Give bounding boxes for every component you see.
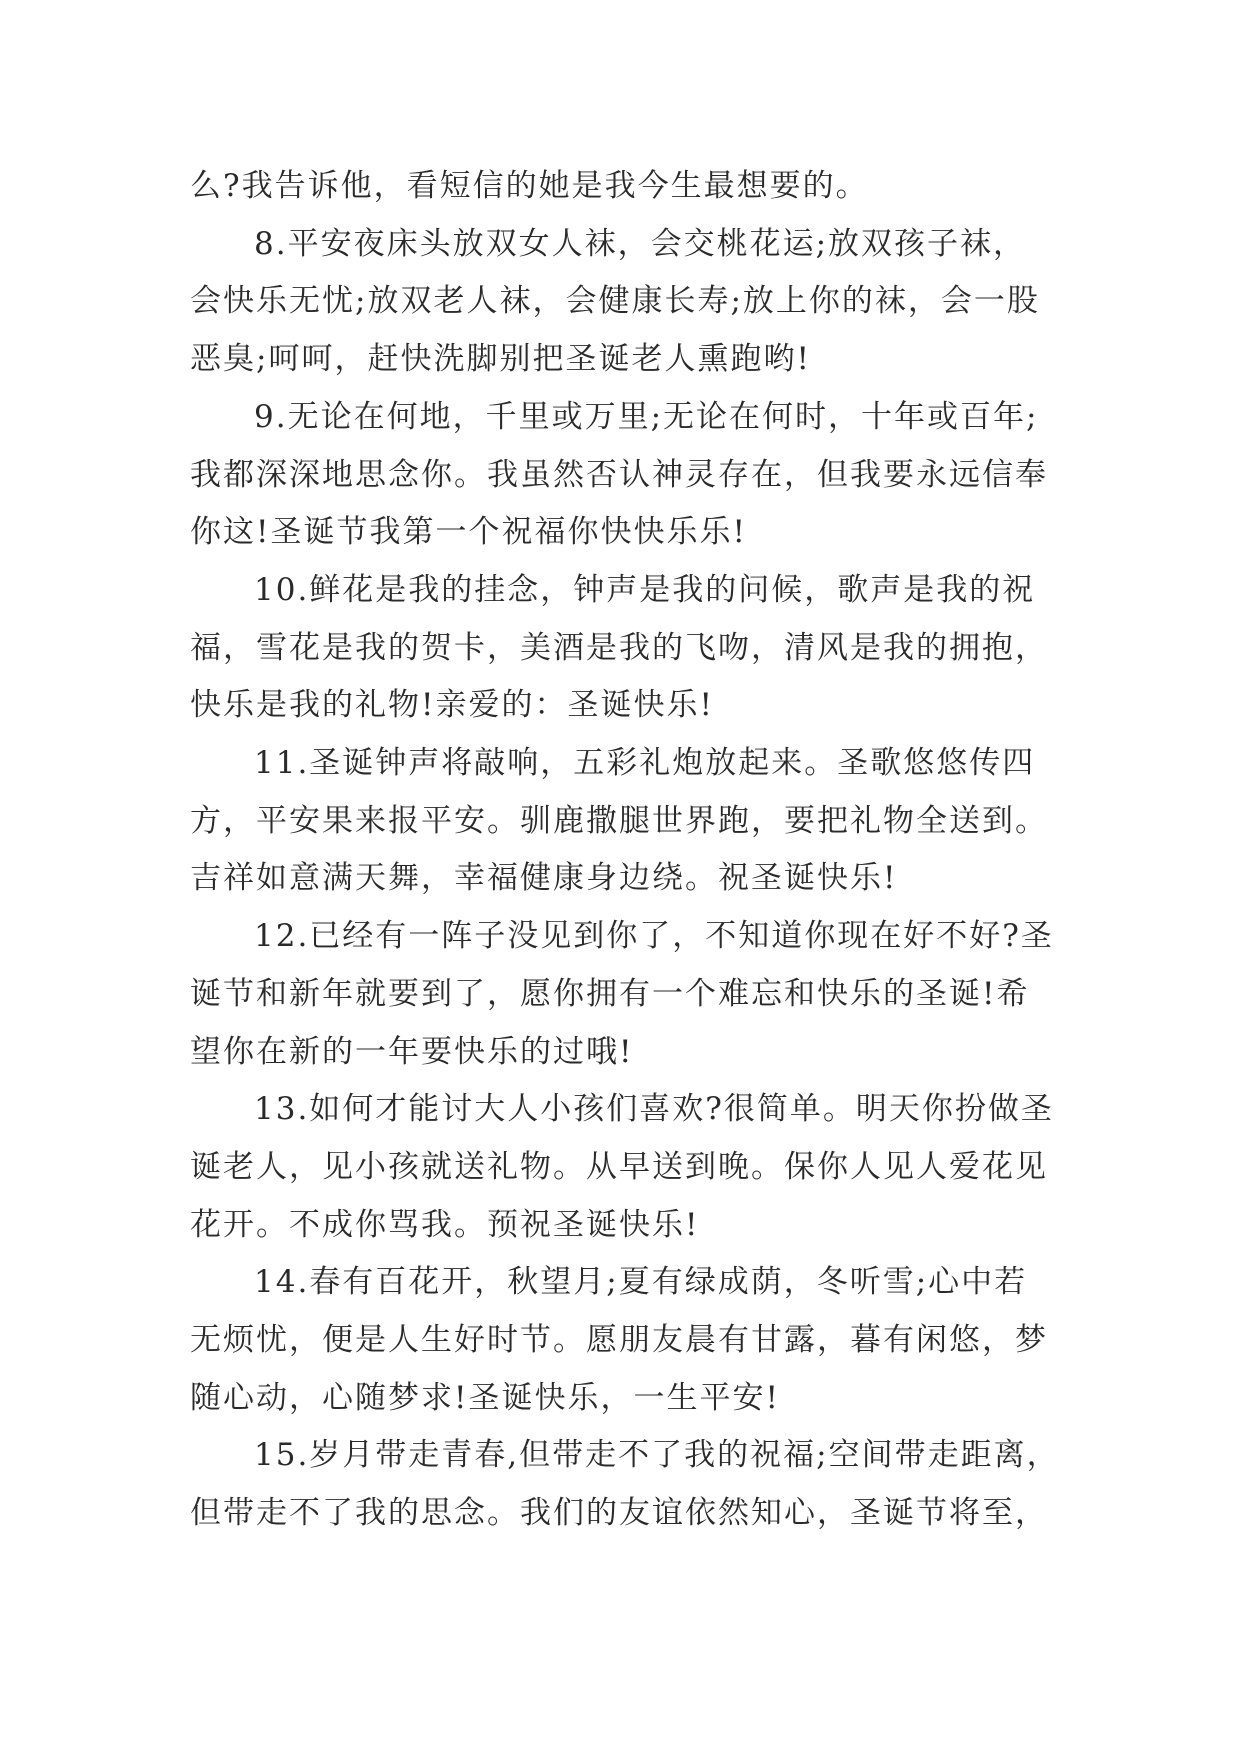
text-line: 花开。不成你骂我。预祝圣诞快乐! bbox=[190, 1206, 700, 1243]
text-line: 12.已经有一阵子没见到你了，不知道你现在好不好?圣 bbox=[254, 918, 1054, 955]
text-line: 会快乐无忧;放双老人袜，会健康长寿;放上你的袜，会一股 bbox=[190, 283, 1040, 320]
text-line: 你这!圣诞节我第一个祝福你快快乐乐! bbox=[190, 514, 747, 551]
text-line: 10.鲜花是我的挂念，钟声是我的问候，歌声是我的祝 bbox=[254, 571, 1036, 608]
document-body bbox=[190, 158, 1070, 1543]
text-line: 望你在新的一年要快乐的过哦! bbox=[190, 1033, 634, 1070]
paragraph-9 bbox=[190, 389, 1070, 562]
paragraph-14 bbox=[190, 1254, 1070, 1427]
text-line: 无烦忧，便是人生好时节。愿朋友晨有甘露，暮有闲悠，梦 bbox=[190, 1322, 1048, 1359]
text-line: 么?我告诉他，看短信的她是我今生最想要的。 bbox=[190, 168, 869, 204]
paragraph-8 bbox=[190, 216, 1070, 389]
paragraph-15 bbox=[190, 1427, 1070, 1542]
text-line: 13.如何才能讨大人小孩们喜欢?很简单。明天你扮做圣 bbox=[254, 1091, 1054, 1128]
text-line: 11.圣诞钟声将敲响，五彩礼炮放起来。圣歌悠悠传四 bbox=[254, 745, 1036, 782]
text-line: 15.岁月带走青春,但带走不了我的祝福;空间带走距离， bbox=[254, 1437, 1060, 1474]
text-line: 14.春有百花开，秋望月;夏有绿成荫，冬听雪;心中若 bbox=[254, 1264, 1028, 1301]
text-line: 9.无论在何地，千里或万里;无论在何时，十年或百年; bbox=[254, 398, 1039, 435]
text-line: 快乐是我的礼物!亲爱的：圣诞快乐! bbox=[190, 687, 714, 724]
text-line: 我都深深地思念你。我虽然否认神灵存在，但我要永远信奉 bbox=[190, 456, 1048, 493]
text-line: 随心动，心随梦求!圣诞快乐，一生平安! bbox=[190, 1379, 780, 1416]
text-line: 诞老人，见小孩就送礼物。从早送到晚。保你人见人爱花见 bbox=[190, 1148, 1048, 1185]
text-line: 福，雪花是我的贺卡，美酒是我的飞吻，清风是我的拥抱， bbox=[190, 629, 1048, 666]
paragraph-12 bbox=[190, 908, 1070, 1081]
paragraph-continuation bbox=[190, 158, 1070, 216]
text-line: 8.平安夜床头放双女人袜，会交桃花运;放双孩子袜， bbox=[254, 225, 1027, 262]
text-line: 恶臭;呵呵，赶快洗脚别把圣诞老人熏跑哟! bbox=[190, 341, 811, 378]
text-line: 吉祥如意满天舞，幸福健康身边绕。祝圣诞快乐! bbox=[190, 860, 898, 897]
paragraph-13 bbox=[190, 1081, 1070, 1254]
paragraph-11 bbox=[190, 735, 1070, 908]
text-line: 诞节和新年就要到了，愿你拥有一个难忘和快乐的圣诞!希 bbox=[190, 975, 1030, 1012]
paragraph-10 bbox=[190, 562, 1070, 735]
text-line: 方，平安果来报平安。驯鹿撒腿世界跑，要把礼物全送到。 bbox=[190, 802, 1048, 839]
text-line: 但带走不了我的思念。我们的友谊依然知心，圣诞节将至， bbox=[190, 1495, 1048, 1532]
